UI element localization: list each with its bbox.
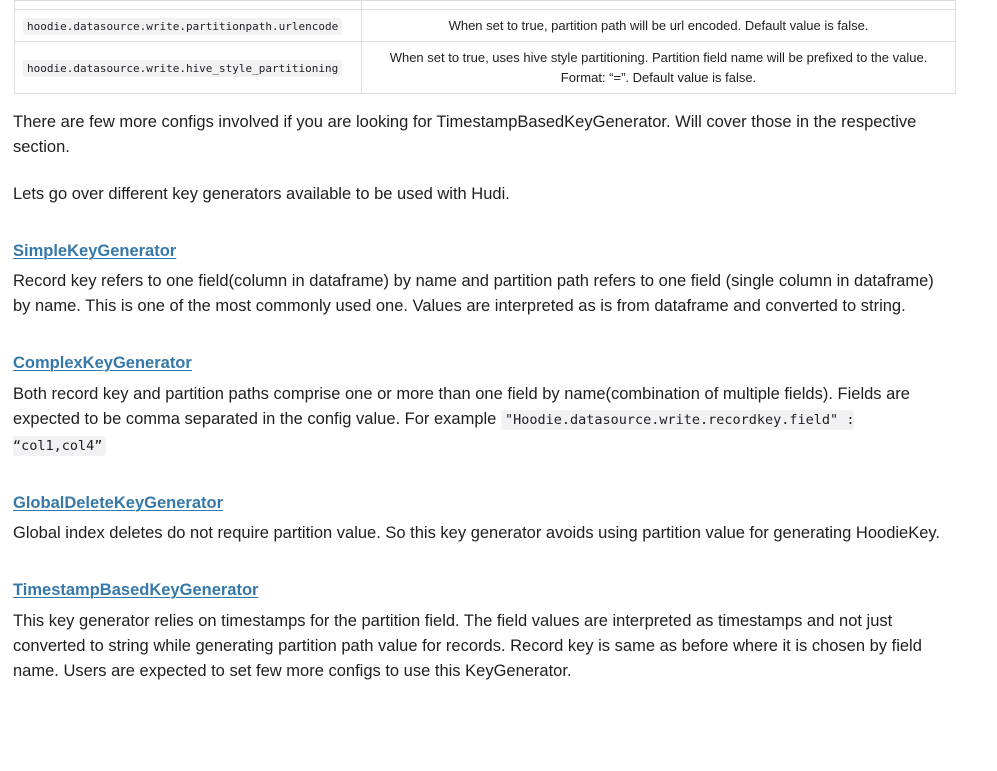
intro-paragraph: There are few more configs involved if you are looking for TimestampBasedKeyGenerator. Will cover those in the respective section. xyxy=(13,113,917,156)
table-row xyxy=(15,1,956,10)
config-key-code: hoodie.datasource.write.partitionpath.urlencode xyxy=(23,18,342,35)
section-body: Record key refers to one field(column in dataframe) by name and partition path refers to one field (single column in dataframe) by name. This is one of the most commonly used one. Values are interpreted as is from dataframe and converted to string. xyxy=(13,272,934,315)
section-body-text: Both record key and partition paths comprise one or more than one field by name(combination of multiple fields). Fields are expected to be comma separated in the config value. For example xyxy=(13,385,910,428)
description-line-2: Format: “=”. Default value is false. xyxy=(560,69,757,85)
section-heading xyxy=(13,491,955,516)
config-description-cell: When set to true, partition path will be url encoded. Default value is false. xyxy=(362,10,956,42)
section-body: Global index deletes do not require partition value. So this key generator avoids using partition value for generating HoodieKey. xyxy=(13,524,941,542)
description-line-1: When set to true, uses hive style partitioning. Partition field name will be prefixed to the value. xyxy=(389,49,928,65)
section-body xyxy=(13,382,955,459)
doc-content xyxy=(13,0,955,684)
section-heading xyxy=(13,351,955,376)
config-key-cell xyxy=(15,42,362,94)
table-row xyxy=(15,10,956,42)
config-table xyxy=(14,0,956,94)
lets-paragraph: Lets go over different key generators available to be used with Hudi. xyxy=(13,185,510,203)
config-description-cell xyxy=(362,1,956,10)
config-key-cell xyxy=(15,1,362,10)
global-delete-key-generator-link[interactable]: GlobalDeleteKeyGenerator xyxy=(13,494,223,512)
simple-key-generator-link[interactable]: SimpleKeyGenerator xyxy=(13,242,177,260)
inline-code: "Hoodie.datasource.write.recordkey.field" : “col1,col4” xyxy=(13,412,855,454)
section-heading xyxy=(13,578,955,603)
table-row xyxy=(15,42,956,94)
config-key-cell xyxy=(15,10,362,42)
timestamp-based-key-generator-link[interactable]: TimestampBasedKeyGenerator xyxy=(13,581,259,599)
section-body: This key generator relies on timestamps for the partition field. The field values are interpreted as timestamps and not just converted to string while generating partition path value for records. Record key is same as before where it is chosen by field name. Users are expected to set few more configs to use this KeyGenerator. xyxy=(13,612,922,680)
section-heading xyxy=(13,239,955,264)
complex-key-generator-link[interactable]: ComplexKeyGenerator xyxy=(13,354,192,372)
config-description-cell xyxy=(362,42,956,94)
config-key-code: hoodie.datasource.write.hive_style_partitioning xyxy=(23,60,342,77)
